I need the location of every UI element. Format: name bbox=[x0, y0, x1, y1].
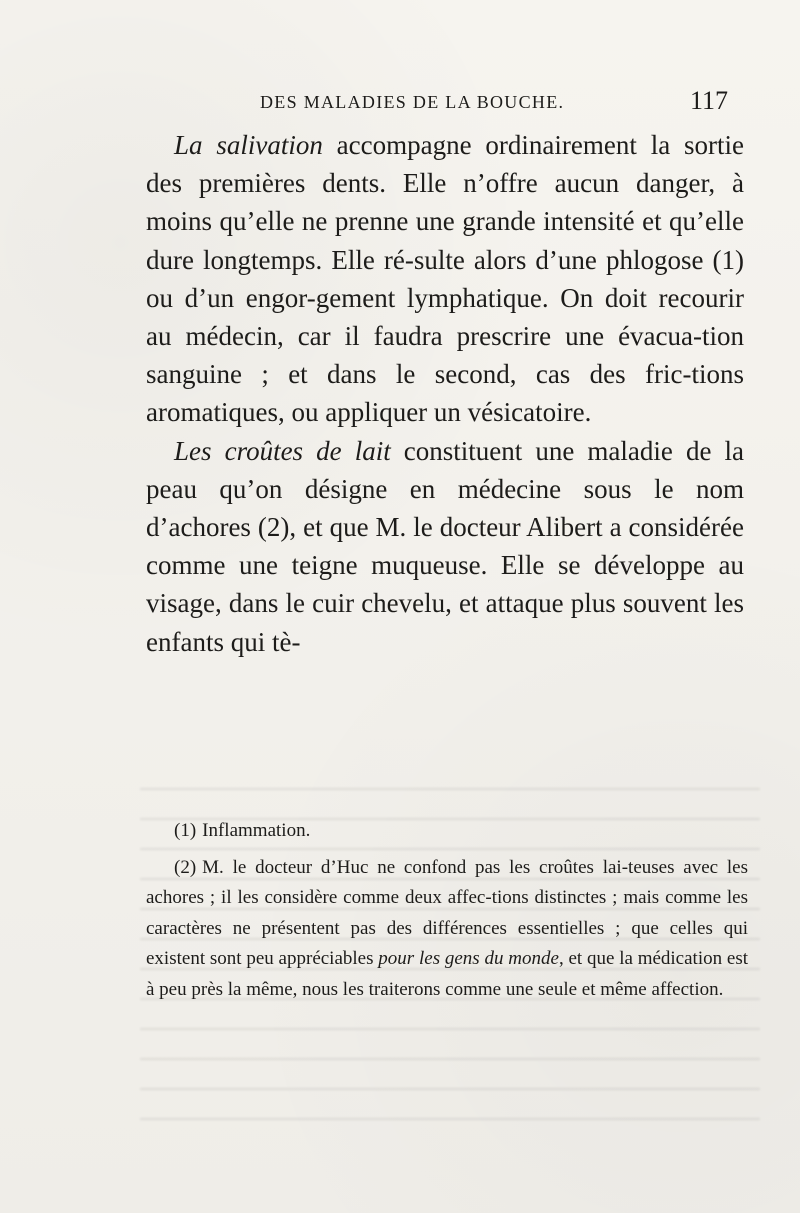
main-text bbox=[146, 126, 744, 661]
footnote-1-label: (1) bbox=[174, 820, 197, 841]
footnote-1-text: Inflammation. bbox=[202, 820, 311, 841]
page-header bbox=[0, 88, 800, 118]
footnote-2-label: (2) bbox=[174, 856, 197, 878]
footnotes bbox=[146, 816, 748, 1012]
running-head: DES MALADIES DE LA BOUCHE. bbox=[260, 92, 565, 112]
paragraph-croutes-de-lait bbox=[146, 432, 744, 661]
footnote-2-text-after: , et que la médication est à peu près la même, nous les traiterons comme une seule et même affection. bbox=[146, 948, 748, 1000]
paragraph-lead-salivation: La salivation bbox=[174, 130, 323, 160]
paragraph-text-croutes-de-lait: constituent une maladie de la peau qu’on désigne en médecine sous le nom d’achores (2), et que M. le docteur Alibert a considérée comme une teigne muqueuse. Elle se développe au visage, dans le cuir chevelu, et attaque plus souvent les enfants qui tè- bbox=[146, 435, 744, 657]
paragraph-text-salivation: accompagne ordinairement la sortie des premières dents. Elle n’offre aucun danger, à moins qu’elle ne prenne une grande intensité et qu’elle dure longtemps. Elle ré-sulte alors d’une phlogose (1) ou d’un engor-gement lymphatique. On doit recourir au médecin, car il faudra prescrire une évacua-tion sanguine ; et dans le second, cas des fric-tions aromatiques, ou appliquer un vésicatoire. bbox=[146, 130, 744, 428]
footnote-1 bbox=[146, 816, 748, 847]
paragraph-lead-croutes-de-lait: Les croûtes de lait bbox=[174, 435, 391, 466]
footnote-2-italic-text: pour les gens du monde bbox=[378, 948, 559, 970]
page-number: 117 bbox=[690, 86, 729, 115]
footnote-2 bbox=[146, 853, 748, 1006]
paragraph-salivation bbox=[146, 126, 744, 432]
footnote-2-text-before: M. le docteur d’Huc ne confond pas les croûtes lai-teuses avec les achores ; il les considère comme deux affec-tions distinctes ; mais comme les caractères ne présentent pas des différences essentielles ; que celles qui existent sont peu appréciables bbox=[146, 856, 748, 970]
